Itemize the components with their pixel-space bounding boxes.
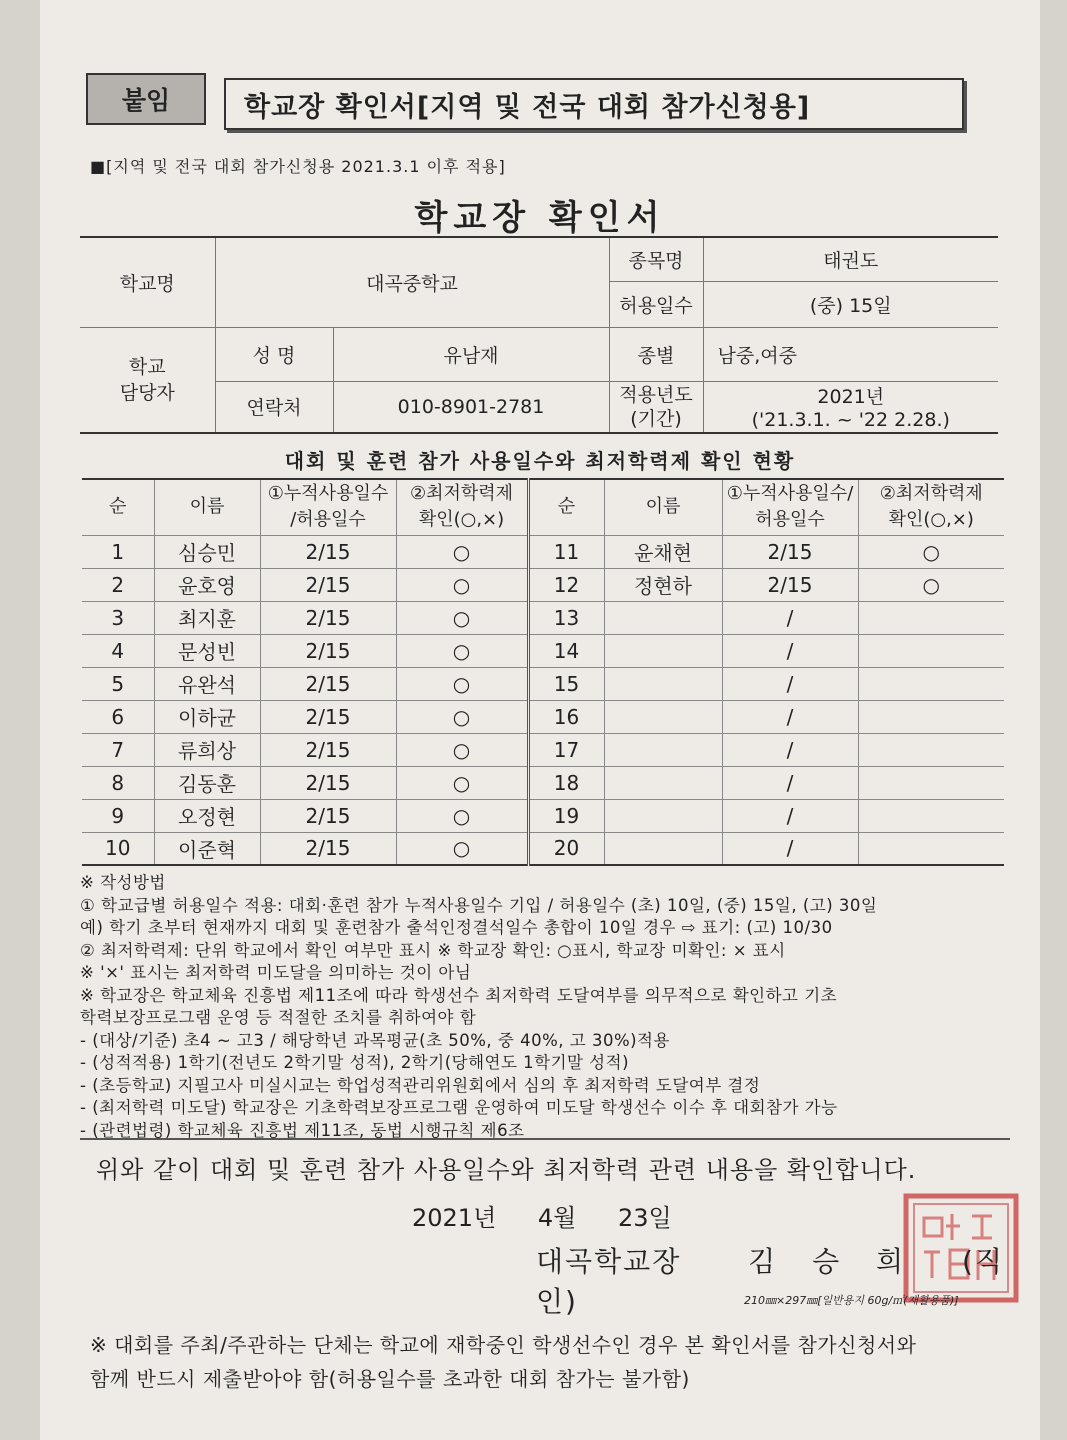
paper-spec: 210㎜×297㎜[일반용지 60g/㎡(재활용품)] xyxy=(744,1294,959,1307)
row-number: 2 xyxy=(82,568,154,601)
attachment-tag: 붙임 xyxy=(86,73,206,125)
table-row xyxy=(82,535,1004,568)
method-line: - (최저학력 미도달) 학교장은 기초학력보장프로그램 운영하여 미도달 학생선수 이수 후 대회참가 가능 xyxy=(80,1098,838,1117)
student-name-right xyxy=(604,634,722,667)
student-name-right xyxy=(604,667,722,700)
min-academic-check-right xyxy=(858,733,1004,766)
min-academic-check-right xyxy=(858,700,1004,733)
used-days-right: / xyxy=(722,832,858,865)
method-line: ※ '×' 표시는 최저학력 미도달을 의미하는 것이 아님 xyxy=(80,963,472,982)
writing-method xyxy=(80,872,1020,1142)
min-academic-check: ○ xyxy=(396,766,528,799)
min-academic-check-right xyxy=(858,766,1004,799)
used-days-right: / xyxy=(722,700,858,733)
col-name: 이름 xyxy=(154,479,260,535)
year-label: 적용년도 (기간) xyxy=(609,381,703,433)
col-no: 순 xyxy=(82,479,154,535)
used-days-right: 2/15 xyxy=(722,568,858,601)
signer-name: 김 승 희 xyxy=(748,1245,918,1278)
method-line: ※ 작성방법 xyxy=(80,873,166,892)
table-row xyxy=(82,601,1004,634)
col-name-right: 이름 xyxy=(604,479,722,535)
contact-value: 010-8901-2781 xyxy=(333,381,609,433)
student-name-right xyxy=(604,832,722,865)
used-days-right: / xyxy=(722,634,858,667)
student-name-right xyxy=(604,700,722,733)
used-days: 2/15 xyxy=(260,700,396,733)
applicability-notice: ■[지역 및 전국 대회 참가신청용 2021.3.1 이후 적용] xyxy=(90,157,506,176)
row-number: 8 xyxy=(82,766,154,799)
student-name: 문성빈 xyxy=(154,634,260,667)
min-academic-check: ○ xyxy=(396,832,528,865)
row-number: 3 xyxy=(82,601,154,634)
issue-date xyxy=(412,1198,706,1233)
row-number-right: 14 xyxy=(528,634,604,667)
table-row xyxy=(82,733,1004,766)
divider xyxy=(80,1138,1010,1140)
roster-body xyxy=(82,535,1004,865)
header-title: 학교장 확인서[지역 및 전국 대회 참가신청용] xyxy=(224,78,964,130)
allowed-days-value: (중) 15일 xyxy=(703,281,998,327)
student-name: 최지훈 xyxy=(154,601,260,634)
min-academic-check: ○ xyxy=(396,700,528,733)
document-page xyxy=(40,0,1040,1440)
min-academic-check: ○ xyxy=(396,568,528,601)
row-number: 7 xyxy=(82,733,154,766)
document-title: 학교장 확인서 xyxy=(414,198,666,238)
student-name-right xyxy=(604,799,722,832)
row-number: 10 xyxy=(82,832,154,865)
info-table xyxy=(80,236,998,434)
row-number: 1 xyxy=(82,535,154,568)
allowed-days-label: 허용일수 xyxy=(609,281,703,327)
used-days: 2/15 xyxy=(260,535,396,568)
name-value: 유남재 xyxy=(333,327,609,381)
used-days: 2/15 xyxy=(260,799,396,832)
student-name: 류희상 xyxy=(154,733,260,766)
name-label: 성 명 xyxy=(215,327,333,381)
student-name-right: 정현하 xyxy=(604,568,722,601)
student-name-right xyxy=(604,766,722,799)
row-number: 6 xyxy=(82,700,154,733)
min-academic-check-right xyxy=(858,601,1004,634)
student-name-right xyxy=(604,601,722,634)
method-line: - (성적적용) 1학기(전년도 2학기말 성적), 2학기(당해연도 1학기말 성적) xyxy=(80,1053,630,1072)
row-number-right: 19 xyxy=(528,799,604,832)
roster-table xyxy=(82,478,1004,866)
table-row xyxy=(82,667,1004,700)
method-line: ※ 학교장은 학교체육 진흥법 제11조에 따라 학생선수 최저학력 도달여부를 의무적으로 확인하고 기초 xyxy=(80,985,838,1005)
table-row xyxy=(82,700,1004,733)
used-days-right: 2/15 xyxy=(722,535,858,568)
min-academic-check: ○ xyxy=(396,799,528,832)
table-row xyxy=(82,799,1004,832)
min-academic-check: ○ xyxy=(396,601,528,634)
used-days-right: / xyxy=(722,601,858,634)
period-value: ('21.3.1. ~ '22 2.28.) xyxy=(751,409,950,432)
used-days: 2/15 xyxy=(260,832,396,865)
used-days: 2/15 xyxy=(260,667,396,700)
min-academic-check: ○ xyxy=(396,634,528,667)
row-number: 4 xyxy=(82,634,154,667)
min-academic-check-right xyxy=(858,667,1004,700)
method-line: - (관련법령) 학교체육 진흥법 제11조, 동법 시행규칙 제6조 xyxy=(80,1120,525,1140)
row-number-right: 20 xyxy=(528,832,604,865)
event-value: 태권도 xyxy=(703,237,998,281)
used-days-right: / xyxy=(722,733,858,766)
event-label: 종목명 xyxy=(609,237,703,281)
method-line: - (대상/기준) 초4 ~ 고3 / 해당학년 과목평균(초 50%, 중 40%, 고 30%)적용 xyxy=(80,1030,670,1050)
used-days: 2/15 xyxy=(260,733,396,766)
used-days-right: / xyxy=(722,766,858,799)
signature-line xyxy=(536,1240,1040,1320)
min-academic-check: ○ xyxy=(396,535,528,568)
row-number-right: 13 xyxy=(528,601,604,634)
date-day: 23일 xyxy=(618,1204,672,1232)
row-number-right: 15 xyxy=(528,667,604,700)
footnote: ※ 대회를 주최/주관하는 단체는 학교에 재학중인 학생선수인 경우 본 확인서를 참가신청서와 함께 반드시 제출받아야 함(허용일수를 초과한 대회 참가는 불가함) xyxy=(90,1333,917,1391)
col-days-right: ①누적사용일수/ 허용일수 xyxy=(722,479,858,535)
student-name: 이하균 xyxy=(154,700,260,733)
year-value: 2021년 xyxy=(817,386,885,409)
student-name: 심승민 xyxy=(154,535,260,568)
min-academic-check-right: ○ xyxy=(858,568,1004,601)
category-value: 남중,여중 xyxy=(703,327,998,381)
table-row xyxy=(82,766,1004,799)
method-line: ① 학교급별 허용일수 적용: 대회·훈련 참가 누적사용일수 기입 / 허용일수 (초) 10일, (중) 15일, (고) 30일 xyxy=(80,895,878,915)
year-cell xyxy=(703,381,998,433)
used-days-right: / xyxy=(722,799,858,832)
student-name: 유완석 xyxy=(154,667,260,700)
method-line: ② 최저학력제: 단위 학교에서 확인 여부만 표시 ※ 학교장 확인: ○표시, 학교장 미확인: × 표시 xyxy=(80,940,786,960)
row-number-right: 18 xyxy=(528,766,604,799)
min-academic-check: ○ xyxy=(396,733,528,766)
method-line: 학력보장프로그램 운영 등 적절한 조치를 취하여야 함 xyxy=(80,1008,477,1027)
row-number-right: 12 xyxy=(528,568,604,601)
col-check-right: ②최저학력제 확인(○,×) xyxy=(858,479,1004,535)
student-name-right: 윤채현 xyxy=(604,535,722,568)
col-check: ②최저학력제 확인(○,×) xyxy=(396,479,528,535)
student-name-right xyxy=(604,733,722,766)
min-academic-check-right: ○ xyxy=(858,535,1004,568)
used-days: 2/15 xyxy=(260,568,396,601)
used-days: 2/15 xyxy=(260,601,396,634)
row-number-right: 16 xyxy=(528,700,604,733)
student-name: 오정현 xyxy=(154,799,260,832)
section-subtitle: 대회 및 훈련 참가 사용일수와 최저학력제 확인 현황 xyxy=(284,449,796,473)
row-number: 5 xyxy=(82,667,154,700)
used-days: 2/15 xyxy=(260,634,396,667)
school-value: 대곡중학교 xyxy=(215,237,609,327)
student-name: 윤호영 xyxy=(154,568,260,601)
student-name: 이준혁 xyxy=(154,832,260,865)
method-line: - (초등학교) 지필고사 미실시교는 학업성적관리위원회에서 심의 후 최저학력 도달여부 결정 xyxy=(80,1075,761,1095)
col-days: ①누적사용일수 /허용일수 xyxy=(260,479,396,535)
contact-label: 연락처 xyxy=(215,381,333,433)
date-month: 4월 xyxy=(537,1204,577,1232)
row-number: 9 xyxy=(82,799,154,832)
table-row xyxy=(82,832,1004,865)
date-year: 2021년 xyxy=(412,1204,497,1232)
col-no-right: 순 xyxy=(528,479,604,535)
school-label: 학교명 xyxy=(80,237,215,327)
used-days: 2/15 xyxy=(260,766,396,799)
method-line: 예) 학기 초부터 현재까지 대회 및 훈련참가 출석인정결석일수 총합이 10일 경우 ⇨ 표기: (고) 10/30 xyxy=(80,918,833,937)
min-academic-check-right xyxy=(858,799,1004,832)
min-academic-check-right xyxy=(858,832,1004,865)
roster-header-row xyxy=(82,479,1004,535)
category-label: 종별 xyxy=(609,327,703,381)
student-name: 김동훈 xyxy=(154,766,260,799)
table-row xyxy=(82,634,1004,667)
row-number-right: 11 xyxy=(528,535,604,568)
seal-label: (직인) xyxy=(536,1245,1004,1318)
signer-school: 대곡학교장 xyxy=(536,1245,682,1278)
row-number-right: 17 xyxy=(528,733,604,766)
min-academic-check-right xyxy=(858,634,1004,667)
min-academic-check: ○ xyxy=(396,667,528,700)
confirmation-statement: 위와 같이 대회 및 훈련 참가 사용일수와 최저학력 관련 내용을 확인합니다. xyxy=(96,1156,917,1184)
manager-label: 학교 담당자 xyxy=(80,327,215,433)
used-days-right: / xyxy=(722,667,858,700)
table-row xyxy=(82,568,1004,601)
